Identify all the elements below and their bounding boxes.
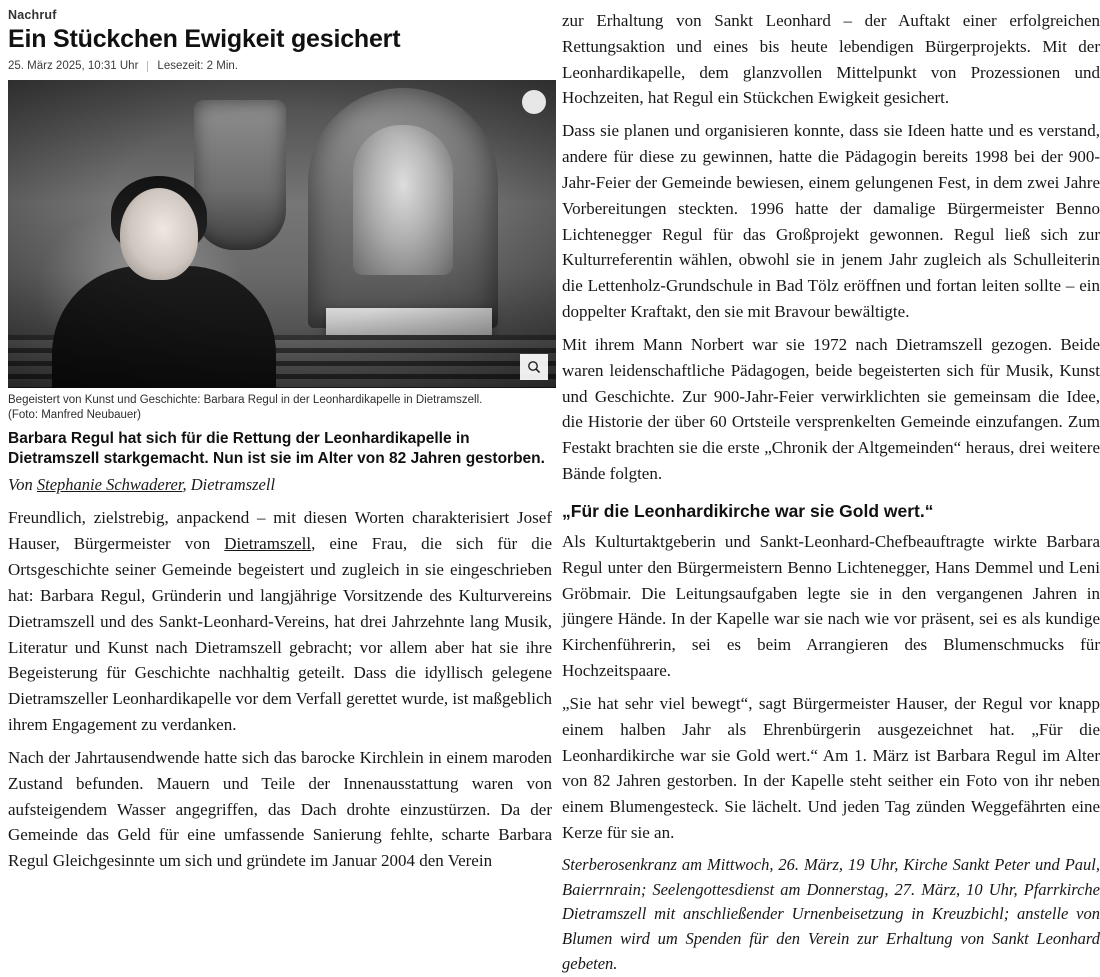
paragraph-right-2: Dass sie planen und organisieren konnte, dass sie Ideen hatte und es verstand, andere für diese zu gewinnen, hatte die Pädagogin bereits 1998 bei der 900-Jahr-Feier der Gemeinde bewiesen, einem gelungenen Fest, in dem zwei Jahre Vorbereitungen steckten. 1996 hatte der damalige Bürgermeister Benno Lichtenegger Regul für das Großprojekt gewonnen. Regul ließ sich zur Kulturreferentin wählen, obwohl sie in jenem Jahr zugleich als Schulleiterin die Lettenholz-Grundschule in Bad Tölz eröffnen und fortan leiten sollte – ein doppelter Kraftakt, den sie mit Bravour bewältigte. [562, 121, 1100, 322]
byline-location: , Dietramszell [182, 475, 276, 495]
article-left-column [4, 6, 553, 871]
byline-prefix: Von [8, 475, 37, 495]
magnifier-icon[interactable] [520, 354, 548, 380]
paragraph-right-3: Mit ihrem Mann Norbert war sie 1972 nach Dietramszell gezogen. Beide waren leidenschaftliche Pädagogen, beide begeisterten sich für Musik, Kunst und Geschichte. Zur 900-Jahr-Feier verwirklichten sie gemeinsam die Idee, die Historie der über 60 Ortsteile versprenkelten Gemeinde einzufangen. Zum Festakt brachten sie die erste „Chronik der Altgemeinden“ heraus, drei weitere Bände folgten. [562, 334, 1100, 484]
publish-date: 25. März 2025, 10:31 Uhr [8, 60, 139, 72]
paragraph-right-5: „Sie hat sehr viel bewegt“, sagt Bürgermeister Hauser, der Regul vor knapp einem halben Jahr als Ehrenbürgerin ausgezeichnet hat. „Für die Leonhardikirche war sie Gold wert.“ Am 1. März ist Barbara Regul im Alter von 82 Jahren gestorben. In der Kapelle steht seither ein Foto von ihr neben einem Blumengesteck. Sie lächelt. Und jeden Tag zünden Weggefährten eine Kerze für sie an. [562, 693, 1100, 843]
paragraph-left-1-before: Freundlich, zielstrebig, anpackend – mit diesen Worten charakterisiert Josef Hauser, Bürgermeister von [8, 508, 552, 554]
image-caption: Begeistert von Kunst und Geschichte: Barbara Regul in der Leonhardikapelle in Dietramszell. [8, 394, 483, 406]
photo-vignette [8, 80, 556, 388]
meta-divider [147, 61, 148, 72]
link-dietramszell[interactable]: Dietramszell [224, 534, 312, 554]
article-teaser: Barbara Regul hat sich für die Rettung der Leonhardikapelle in Dietramszell starkgemacht. Nun ist sie im Alter von 82 Jahren gestorben. [8, 429, 545, 467]
reading-time: Lesezeit: 2 Min. [157, 60, 238, 72]
service-footnote: Sterberosenkranz am Mittwoch, 26. März, 19 Uhr, Kirche Sankt Peter und Paul, Baierrnrain; Seelengottesdienst am Donnerstag, 27. März, 10 Uhr, Pfarrkirche Dietramszell mit anschließender Urnenbeisetzung in Kreuzbichl; anstelle von Blumen wird um Spenden für den Verein zur Erhaltung von Sankt Leonhard gebeten. [562, 854, 1100, 973]
byline-author-link[interactable]: Stephanie Schwaderer [36, 475, 183, 495]
paragraph-right-4: Als Kulturtaktgeberin und Sankt-Leonhard-Chefbeauftragte wirkte Barbara Regul unter den Bürgermeistern Benno Lichtenegger, Hans Demmel und Leni Gröbmair. Die Leitungsaufgaben legte sie in den vergangenen Jahren in jüngere Hände. In der Kapelle war sie nach wie vor präsent, sei es als kundige Kirchenführerin, sei es beim Arrangieren des Blumenschmucks für Hochzeitspaare. [562, 531, 1100, 681]
image-badge [522, 90, 546, 114]
article-image[interactable] [8, 80, 556, 388]
page-title: Ein Stückchen Ewigkeit gesichert [8, 25, 401, 53]
paragraph-left-1-after: , eine Frau, die sich für die Ortsgeschichte seiner Gemeinde begeistert und zugleich in sie eingeschrieben hat: Barbara Regul, Gründerin und langjährige Vorsitzende des Kulturvereins Dietramszell und des Sankt-Leonhard-Vereins, hat drei Jahrzehnte lang Musik, Literatur und Kunst nach Dietramszell gebracht; vor allem aber hat sie ihre Begeisterung für Geschichte nachhaltig geteilt. Dass die idyllisch gelegene Dietramszeller Leonhardikapelle vor dem Verfall gerettet wurde, ist maßgeblich ihrem Engagement zu verdanken. [8, 534, 553, 735]
section-subheading: „Für die Leonhardikirche war sie Gold wert.“ [562, 500, 934, 521]
paragraph-left-1 [8, 505, 552, 737]
article-kicker: Nachruf [8, 8, 57, 22]
image-credit: (Foto: Manfred Neubauer) [8, 408, 141, 421]
paragraph-right-1: zur Erhaltung von Sankt Leonhard – der Auftakt einer erfolgreichen Rettungsaktion und eines bis heute lebendigen Bürgerprojekts. Mit der Leonhardikapelle, dem glanzvollen Mittelpunkt von Prozessionen und Hochzeiten, hat Regul ein Stückchen Ewigkeit gesichert. [562, 11, 1100, 108]
article-meta [8, 60, 552, 72]
byline [8, 475, 552, 495]
paragraph-left-2: Nach der Jahrtausendwende hatte sich das barocke Kirchlein in einem maroden Zustand befunden. Mauern und Teile der Innenausstattung waren von aufsteigendem Wasser angegriffen, das Dach drohte einzustürzen. Da der Gemeinde das Geld für eine umfassende Sanierung fehlte, scharte Barbara Regul Gleichgesinnte um sich und gründete im Januar 2004 den Verein [8, 747, 552, 871]
article-right-column [562, 6, 1100, 973]
